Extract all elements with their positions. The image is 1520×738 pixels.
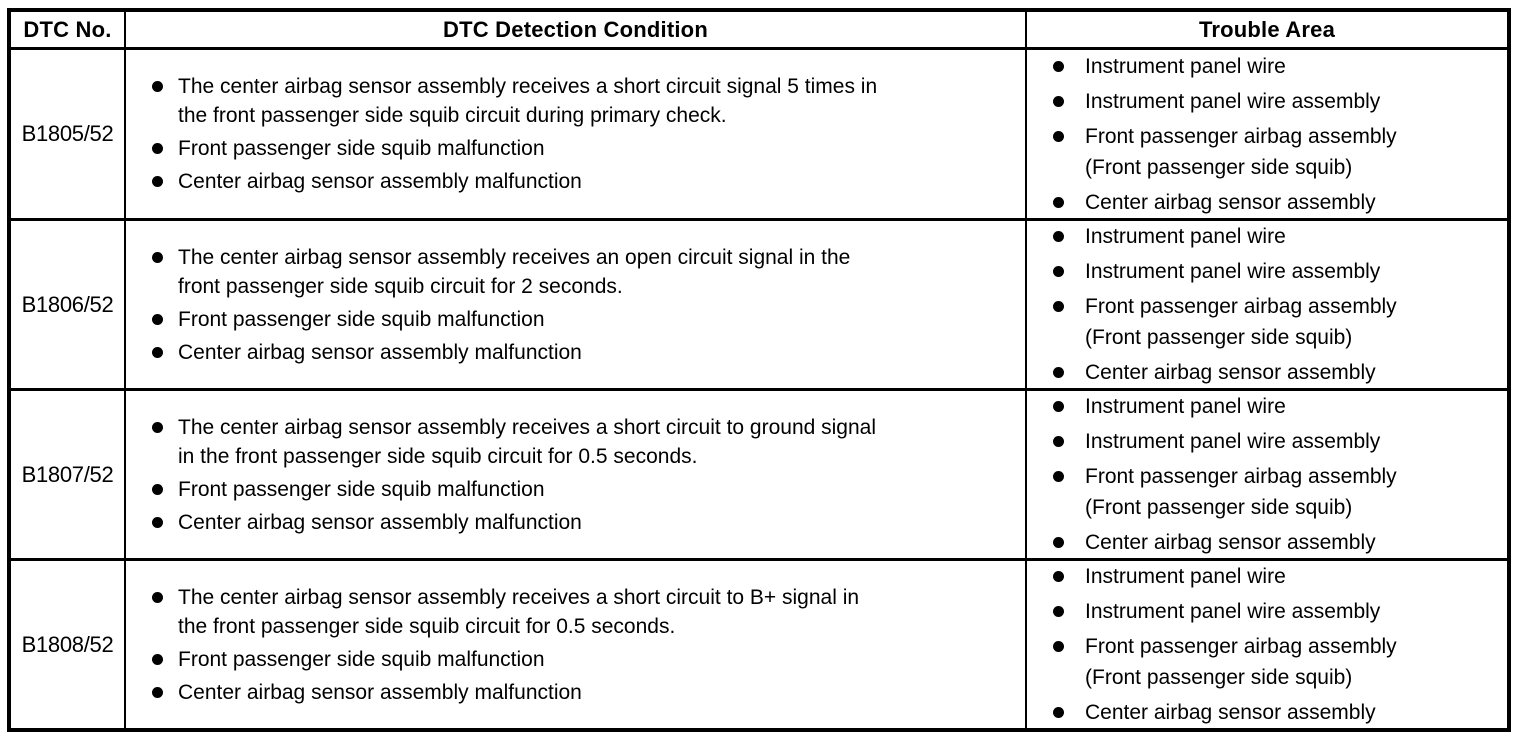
list-item-line: front passenger side squib circuit for 2 seconds.	[178, 274, 623, 298]
list-item-line: The center airbag sensor assembly receives a short circuit to B+ signal in	[178, 585, 860, 609]
list-item-text	[1085, 426, 1380, 457]
bullet-icon	[1053, 266, 1064, 277]
list-item-line: in the front passenger side squib circuit for 0.5 seconds.	[178, 444, 698, 468]
list-item-text	[1085, 51, 1286, 82]
list-item-text	[178, 508, 582, 537]
detection-condition-cell	[126, 561, 1027, 728]
bullet-icon	[1053, 231, 1064, 242]
list-item	[1053, 256, 1501, 287]
list-item	[1053, 86, 1501, 117]
list-item-line: The center airbag sensor assembly receives an open circuit signal in the	[178, 245, 851, 269]
list-item-line: Instrument panel wire	[1085, 225, 1286, 248]
list-item-line: (Front passenger side squib)	[1085, 666, 1353, 689]
list-item-line: Front passenger airbag assembly	[1085, 635, 1397, 658]
detection-condition-cell	[126, 50, 1027, 221]
list-item-text	[1085, 596, 1380, 627]
bullet-icon	[152, 687, 163, 698]
dtc-table	[7, 8, 1511, 732]
bullet-icon	[1053, 537, 1064, 548]
list-item	[1053, 221, 1501, 252]
list-item	[152, 338, 1019, 367]
bullet-icon	[152, 252, 163, 263]
list-item-line: Instrument panel wire	[1085, 54, 1286, 78]
bullet-icon	[1053, 61, 1064, 72]
bullet-icon	[1053, 96, 1064, 107]
list-item-text	[178, 338, 582, 367]
list-item	[152, 508, 1019, 537]
list-item-text	[1085, 121, 1397, 183]
list-item-text	[178, 134, 545, 163]
dtc-no-cell: B1806/52	[11, 221, 126, 391]
list-item-text	[178, 72, 877, 130]
bullet-icon	[152, 176, 163, 187]
list-item-line: Front passenger airbag assembly	[1085, 124, 1397, 148]
list-item	[1053, 357, 1501, 388]
list-item-line: Front passenger airbag assembly	[1085, 465, 1397, 488]
list-item-line: (Front passenger side squib)	[1085, 326, 1353, 349]
list-item	[1053, 391, 1501, 422]
bullet-icon	[1053, 401, 1064, 412]
detection-condition-cell	[126, 221, 1027, 391]
list-item-line: Instrument panel wire	[1085, 395, 1286, 418]
trouble-area-cell	[1027, 561, 1507, 728]
list-item-line: Instrument panel wire assembly	[1085, 430, 1381, 453]
list-item-text	[1085, 256, 1380, 287]
bullet-icon	[1053, 606, 1064, 617]
list-item-line: Center airbag sensor assembly	[1085, 701, 1376, 724]
list-item-line: Front passenger side squib malfunction	[178, 137, 545, 160]
list-item	[152, 72, 1019, 130]
list-item-line: Instrument panel wire assembly	[1085, 260, 1381, 283]
list-item	[1053, 697, 1501, 728]
list-item	[1053, 291, 1501, 353]
list-item	[152, 305, 1019, 334]
bullet-icon	[152, 592, 163, 603]
list-item	[1053, 461, 1501, 523]
bullet-icon	[1053, 707, 1064, 718]
list-item-line: Center airbag sensor assembly malfunction	[178, 340, 582, 364]
col-header-dtc-no: DTC No.	[11, 12, 126, 50]
list-item-line: Center airbag sensor assembly	[1085, 361, 1376, 384]
bullet-icon	[1053, 641, 1064, 652]
col-header-trouble-area: Trouble Area	[1027, 12, 1507, 50]
list-item	[152, 134, 1019, 163]
list-item-text	[1085, 561, 1286, 592]
list-item-line: the front passenger side squib circuit for 0.5 seconds.	[178, 614, 676, 638]
list-item-line: The center airbag sensor assembly receives a short circuit to ground signal	[178, 415, 877, 439]
list-item	[1053, 187, 1501, 218]
list-item-text	[178, 475, 545, 504]
list-item-line: Instrument panel wire	[1085, 565, 1286, 588]
list-item-text	[1085, 391, 1286, 422]
dtc-no-cell: B1805/52	[11, 50, 126, 221]
list-item	[1053, 527, 1501, 558]
trouble-area-cell	[1027, 50, 1507, 221]
list-item-text	[178, 305, 545, 334]
list-item-text	[178, 243, 850, 301]
list-item-text	[1085, 187, 1376, 218]
bullet-icon	[1053, 301, 1064, 312]
list-item	[1053, 426, 1501, 457]
list-item-text	[178, 645, 545, 674]
list-item-line: Front passenger airbag assembly	[1085, 295, 1397, 318]
dtc-no-cell: B1807/52	[11, 391, 126, 561]
list-item	[1053, 51, 1501, 82]
bullet-icon	[152, 347, 163, 358]
list-item	[152, 583, 1019, 641]
bullet-icon	[1053, 367, 1064, 378]
dtc-no-cell: B1808/52	[11, 561, 126, 728]
list-item	[1053, 121, 1501, 183]
list-item-text	[1085, 221, 1286, 252]
list-item-text	[1085, 357, 1376, 388]
list-item-line: Center airbag sensor assembly	[1085, 531, 1376, 554]
list-item-line: Front passenger side squib malfunction	[178, 307, 545, 331]
list-item	[1053, 631, 1501, 693]
bullet-icon	[152, 81, 163, 92]
list-item-text	[178, 583, 859, 641]
list-item-text	[178, 678, 582, 707]
list-item	[152, 645, 1019, 674]
list-item-line: Front passenger side squib malfunction	[178, 647, 545, 671]
bullet-icon	[1053, 131, 1064, 142]
list-item-text	[1085, 631, 1397, 693]
list-item-text	[1085, 86, 1380, 117]
list-item-text	[1085, 697, 1376, 728]
detection-condition-cell	[126, 391, 1027, 561]
list-item-line: Center airbag sensor assembly malfunction	[178, 680, 582, 704]
list-item-line: (Front passenger side squib)	[1085, 496, 1353, 519]
bullet-icon	[152, 314, 163, 325]
list-item	[1053, 561, 1501, 592]
list-item	[1053, 596, 1501, 627]
bullet-icon	[1053, 197, 1064, 208]
bullet-icon	[152, 654, 163, 665]
list-item-line: (Front passenger side squib)	[1085, 155, 1353, 179]
trouble-area-cell	[1027, 391, 1507, 561]
trouble-area-cell	[1027, 221, 1507, 391]
list-item	[152, 475, 1019, 504]
list-item	[152, 167, 1019, 196]
list-item-text	[1085, 291, 1397, 353]
list-item-line: Instrument panel wire assembly	[1085, 89, 1381, 113]
list-item	[152, 413, 1019, 471]
list-item-line: Front passenger side squib malfunction	[178, 477, 545, 501]
list-item-text	[1085, 461, 1397, 523]
bullet-icon	[152, 517, 163, 528]
bullet-icon	[1053, 471, 1064, 482]
list-item-line: The center airbag sensor assembly receives a short circuit signal 5 times in	[178, 75, 878, 98]
list-item	[152, 678, 1019, 707]
list-item-line: Center airbag sensor assembly	[1085, 190, 1376, 214]
col-header-detection-condition: DTC Detection Condition	[126, 12, 1027, 50]
list-item-text	[1085, 527, 1376, 558]
list-item	[152, 243, 1019, 301]
bullet-icon	[152, 422, 163, 433]
list-item-line: Center airbag sensor assembly malfunction	[178, 170, 582, 193]
list-item-line: Center airbag sensor assembly malfunction	[178, 510, 582, 534]
list-item-text	[178, 167, 582, 196]
bullet-icon	[1053, 436, 1064, 447]
list-item-line: Instrument panel wire assembly	[1085, 600, 1381, 623]
list-item-line: the front passenger side squib circuit during primary check.	[178, 104, 727, 127]
bullet-icon	[1053, 571, 1064, 582]
list-item-text	[178, 413, 876, 471]
bullet-icon	[152, 484, 163, 495]
bullet-icon	[152, 143, 163, 154]
